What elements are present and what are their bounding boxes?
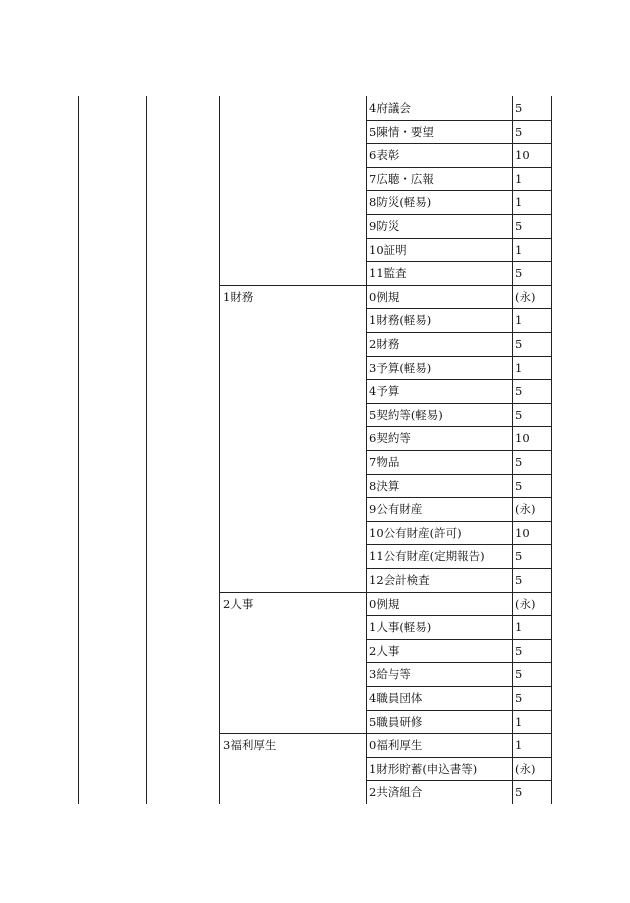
item-label: 4府議会: [369, 101, 411, 115]
item-label: 3給与等: [369, 667, 411, 681]
row-separator: [366, 167, 552, 168]
retention-period: 1: [515, 243, 523, 257]
row-separator: [366, 568, 552, 569]
retention-period: 1: [515, 172, 523, 186]
retention-period: 5: [515, 384, 523, 398]
retention-period: 5: [515, 337, 523, 351]
retention-period: 10: [515, 148, 530, 162]
item-label: 0例規: [369, 290, 400, 304]
row-separator: [366, 403, 552, 404]
item-label: 1財務(軽易): [369, 313, 432, 327]
retention-period: 5: [515, 455, 523, 469]
item-label: 2人事: [369, 644, 400, 658]
retention-period: 1: [515, 738, 523, 752]
row-separator: [366, 497, 552, 498]
group-separator: [219, 592, 552, 593]
row-separator: [366, 426, 552, 427]
column-rule: [219, 96, 220, 804]
item-label: 2共済組合: [369, 785, 423, 799]
retention-period: 5: [515, 101, 523, 115]
item-label: 8決算: [369, 479, 400, 493]
row-separator: [366, 662, 552, 663]
item-label: 11監査: [369, 266, 407, 280]
item-label: 10公有財産(許可): [369, 526, 462, 540]
column-rule: [78, 96, 79, 804]
item-label: 6契約等: [369, 431, 411, 445]
group-label: 3福利厚生: [223, 738, 277, 752]
item-label: 7広聴・広報: [369, 172, 434, 186]
retention-period: (永): [515, 597, 536, 611]
retention-period: 1: [515, 620, 523, 634]
item-label: 12会計検査: [369, 573, 430, 587]
retention-period: 5: [515, 691, 523, 705]
item-label: 10証明: [369, 243, 407, 257]
row-separator: [366, 544, 552, 545]
item-label: 5職員研修: [369, 715, 423, 729]
retention-period: 10: [515, 526, 530, 540]
item-label: 0福利厚生: [369, 738, 423, 752]
retention-period: 1: [515, 715, 523, 729]
retention-period: 5: [515, 667, 523, 681]
item-label: 3予算(軽易): [369, 361, 432, 375]
row-separator: [366, 143, 552, 144]
retention-period: 5: [515, 573, 523, 587]
retention-period: 5: [515, 785, 523, 799]
item-label: 5陳情・要望: [369, 125, 434, 139]
group-separator: [219, 285, 552, 286]
row-separator: [366, 686, 552, 687]
column-rule: [146, 96, 147, 804]
retention-period: 5: [515, 219, 523, 233]
retention-period: (永): [515, 290, 536, 304]
row-separator: [366, 379, 552, 380]
retention-period: (永): [515, 502, 536, 516]
retention-period: 5: [515, 125, 523, 139]
row-separator: [366, 521, 552, 522]
item-label: 7物品: [369, 455, 400, 469]
row-separator: [366, 639, 552, 640]
row-separator: [366, 120, 552, 121]
retention-period: 5: [515, 266, 523, 280]
row-separator: [366, 780, 552, 781]
row-separator: [366, 308, 552, 309]
row-separator: [366, 474, 552, 475]
item-label: 0例規: [369, 597, 400, 611]
row-separator: [366, 261, 552, 262]
retention-period: 1: [515, 361, 523, 375]
row-separator: [366, 332, 552, 333]
item-label: 9公有財産: [369, 502, 423, 516]
item-label: 4職員団体: [369, 691, 423, 705]
item-label: 11公有財産(定期報告): [369, 549, 485, 563]
retention-period: 5: [515, 644, 523, 658]
group-label: 2人事: [223, 597, 254, 611]
item-label: 4予算: [369, 384, 400, 398]
item-label: 9防災: [369, 219, 400, 233]
row-separator: [366, 710, 552, 711]
item-label: 8防災(軽易): [369, 195, 432, 209]
retention-period: 10: [515, 431, 530, 445]
item-label: 5契約等(軽易): [369, 408, 443, 422]
row-separator: [366, 190, 552, 191]
item-label: 1人事(軽易): [369, 620, 432, 634]
row-separator: [366, 356, 552, 357]
group-separator: [219, 733, 552, 734]
group-label: 1財務: [223, 290, 254, 304]
retention-period: 5: [515, 549, 523, 563]
retention-period: 1: [515, 195, 523, 209]
retention-period: 1: [515, 313, 523, 327]
item-label: 1財形貯蓄(申込書等): [369, 762, 478, 776]
row-separator: [366, 615, 552, 616]
retention-period: (永): [515, 762, 536, 776]
row-separator: [366, 757, 552, 758]
row-separator: [366, 450, 552, 451]
row-separator: [366, 214, 552, 215]
item-label: 2財務: [369, 337, 400, 351]
row-separator: [366, 238, 552, 239]
retention-period: 5: [515, 479, 523, 493]
item-label: 6表彰: [369, 148, 400, 162]
retention-period: 5: [515, 408, 523, 422]
